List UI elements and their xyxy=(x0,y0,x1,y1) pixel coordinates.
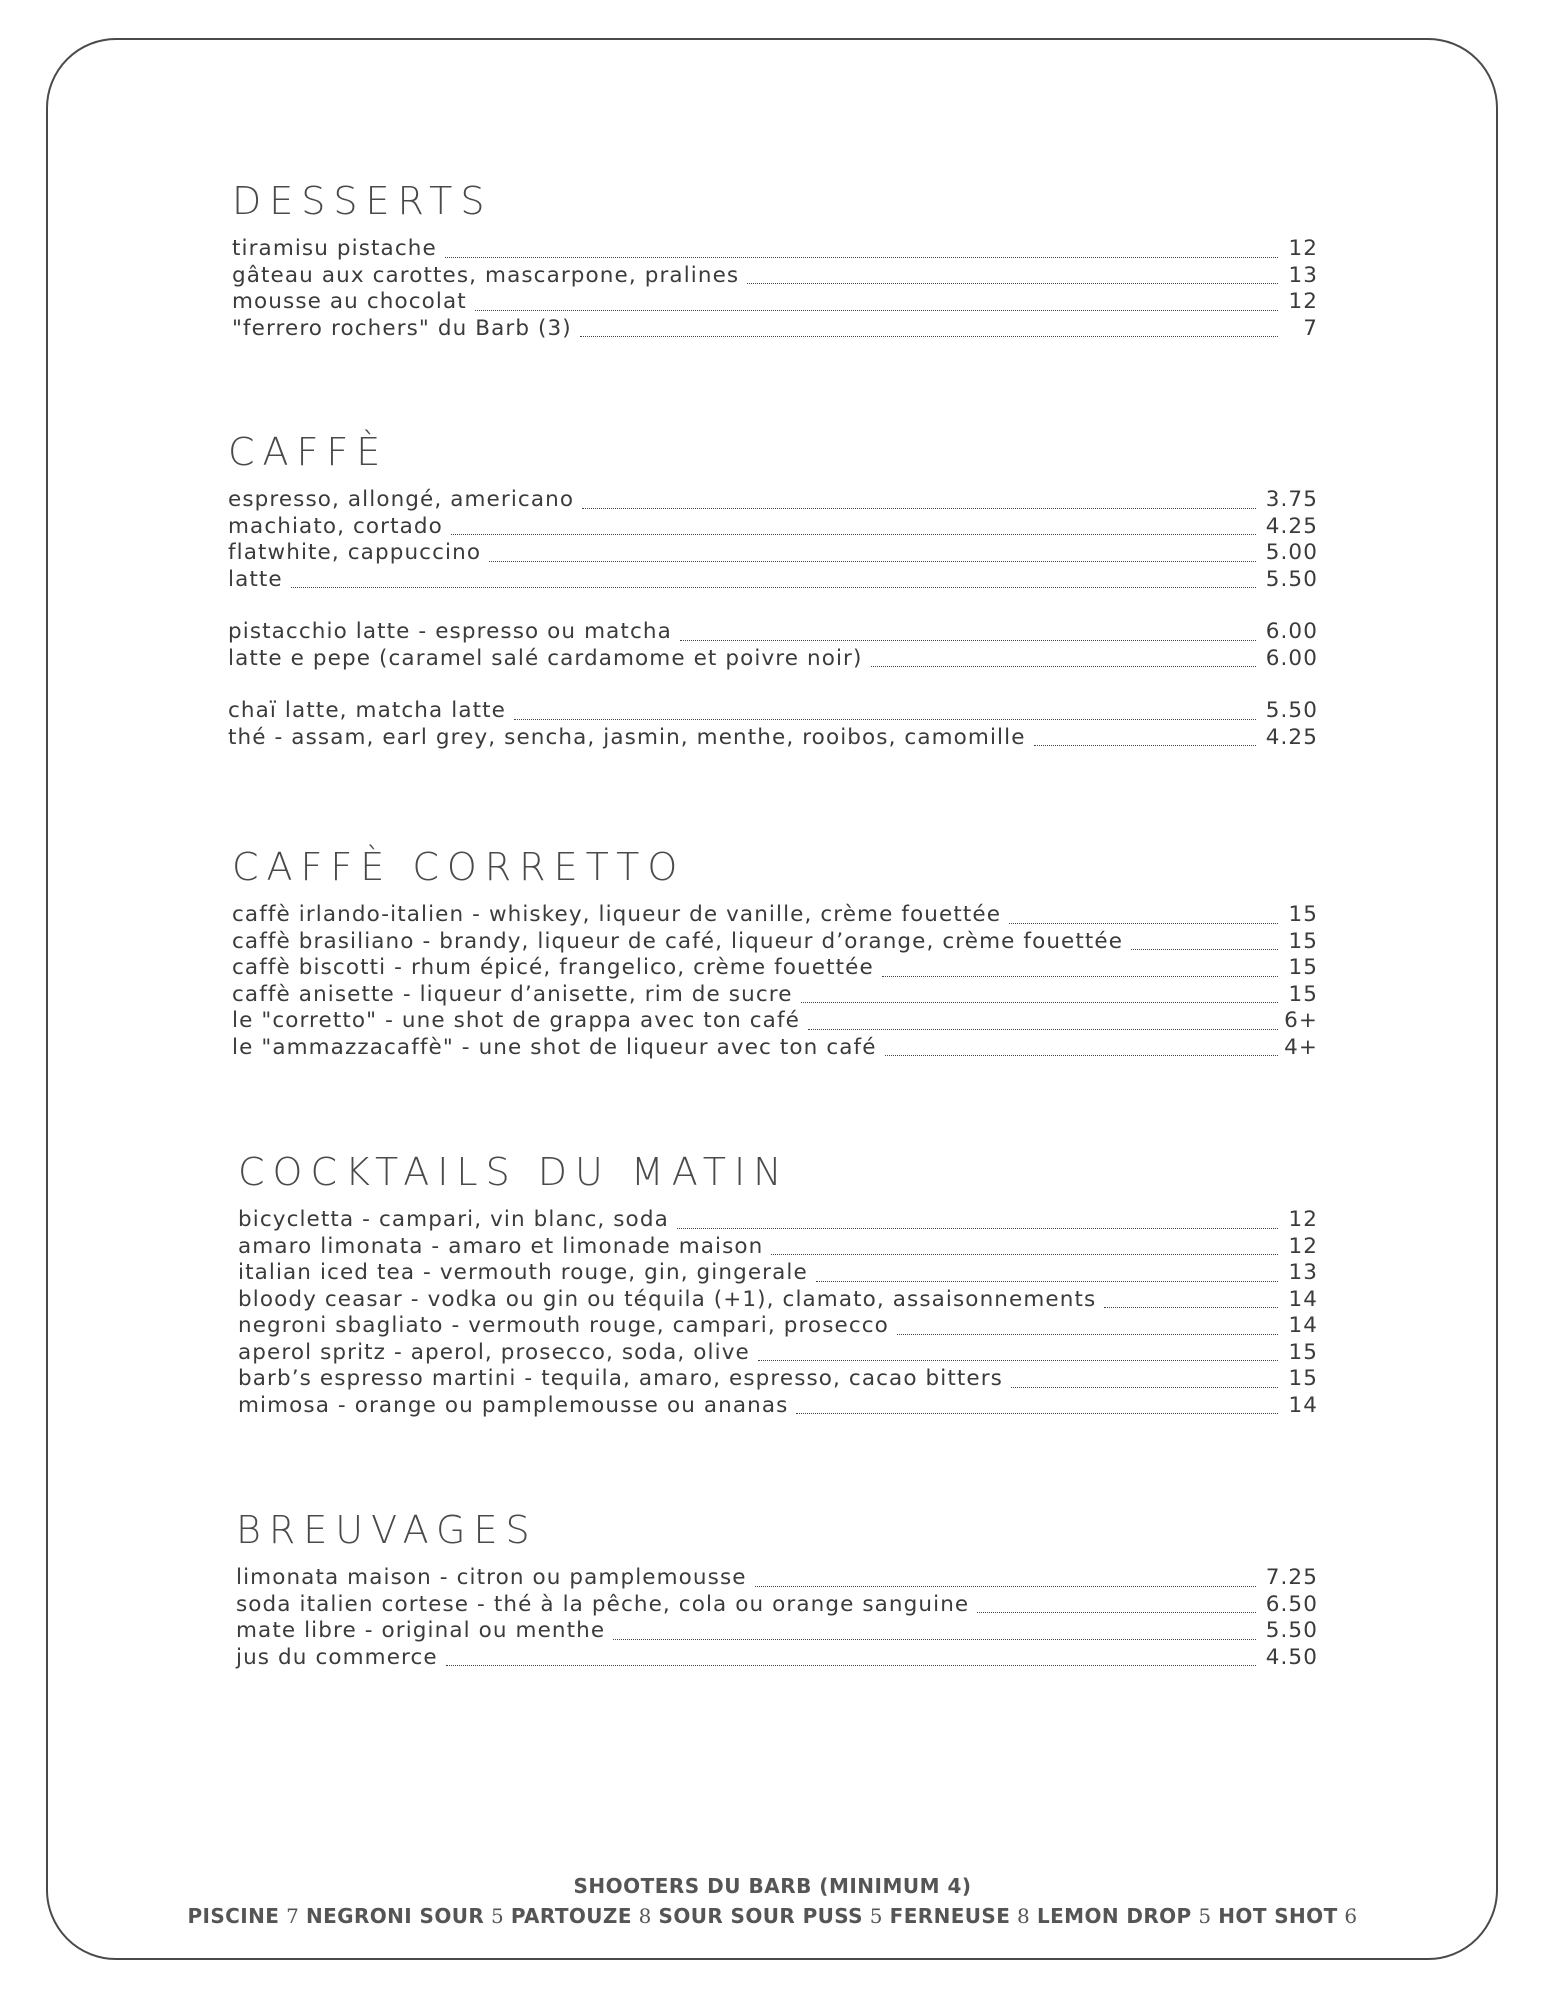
shooter-price: 5 xyxy=(490,1904,505,1928)
menu-item xyxy=(238,1207,1318,1234)
item-price: 13 xyxy=(1288,262,1318,288)
caffe-section xyxy=(228,430,1318,751)
dot-leader xyxy=(446,1665,1256,1666)
desserts-section xyxy=(232,179,1318,342)
dot-leader xyxy=(755,1586,1256,1587)
shooter-name: NEGRONI SOUR xyxy=(305,1904,485,1928)
item-name: "ferrero rochers" du Barb (3) xyxy=(232,315,572,341)
menu-item xyxy=(232,955,1318,982)
item-name: italian iced tea - vermouth rouge, gin, gingerale xyxy=(238,1260,808,1285)
item-price: 14 xyxy=(1288,1313,1318,1338)
item-name: aperol spritz - aperol, prosecco, soda, olive xyxy=(238,1339,750,1365)
item-name: le "ammazzacaffè" - une shot de liqueur avec ton café xyxy=(232,1034,877,1060)
dot-leader xyxy=(871,666,1257,667)
item-name: caffè biscotti - rhum épicé, frangelico, crème fouettée xyxy=(232,955,874,980)
shooter-price: 6 xyxy=(1344,1904,1358,1928)
dot-leader xyxy=(796,1413,1278,1414)
menu-item xyxy=(228,619,1318,646)
shooter-price: 8 xyxy=(638,1904,652,1928)
shooter-price: 7 xyxy=(286,1904,300,1928)
item-name: latte xyxy=(228,566,283,592)
item-price: 4.25 xyxy=(1265,513,1318,539)
item-name: barb’s espresso martini - tequila, amaro, espresso, cacao bitters xyxy=(238,1366,1003,1391)
dot-leader xyxy=(489,561,1256,562)
dot-leader xyxy=(1034,745,1256,746)
menu-item xyxy=(238,1287,1318,1314)
item-name: mimosa - orange ou pamplemousse ou ananas xyxy=(238,1392,789,1418)
dot-leader xyxy=(1011,1387,1278,1388)
desserts-list xyxy=(232,236,1318,342)
dot-leader xyxy=(451,534,1256,535)
item-name: chaï latte, matcha latte xyxy=(228,698,506,723)
shooters-title: SHOOTERS DU BARB (MINIMUM 4) xyxy=(573,1874,972,1898)
item-price: 7 xyxy=(1303,315,1318,341)
item-name: pistacchio latte - espresso ou matcha xyxy=(228,619,672,644)
dot-leader xyxy=(445,257,1278,258)
dot-leader xyxy=(291,587,1256,588)
dot-leader xyxy=(1131,949,1278,950)
item-price: 6.50 xyxy=(1265,1591,1318,1617)
menu-item xyxy=(228,540,1318,567)
item-price: 12 xyxy=(1288,1233,1318,1259)
menu-item xyxy=(236,1645,1318,1672)
menu-item xyxy=(238,1234,1318,1261)
item-price: 12 xyxy=(1288,236,1318,261)
dot-leader xyxy=(816,1281,1278,1282)
dot-leader xyxy=(677,1228,1278,1229)
item-price: 5.50 xyxy=(1265,566,1318,592)
item-price: 12 xyxy=(1288,289,1318,314)
dot-leader xyxy=(613,1639,1256,1640)
group-gap xyxy=(228,672,1318,698)
dot-leader xyxy=(1009,923,1278,924)
menu-item xyxy=(228,646,1318,673)
dot-leader xyxy=(747,283,1278,284)
dot-leader xyxy=(1104,1307,1278,1308)
item-price: 3.75 xyxy=(1265,487,1318,512)
dot-leader xyxy=(582,508,1256,509)
shooter-name: HOT SHOT xyxy=(1218,1904,1338,1928)
item-price: 4.50 xyxy=(1265,1644,1318,1670)
item-price: 5.00 xyxy=(1265,540,1318,565)
menu-item xyxy=(232,316,1318,343)
dot-leader xyxy=(514,719,1256,720)
item-price: 15 xyxy=(1288,1339,1318,1365)
menu-item xyxy=(236,1592,1318,1619)
item-name: mate libre - original ou menthe xyxy=(236,1618,606,1643)
item-name: thé - assam, earl grey, sencha, jasmin, menthe, rooibos, camomille xyxy=(228,724,1026,750)
item-price: 6+ xyxy=(1284,1008,1318,1033)
menu-item xyxy=(228,725,1318,752)
item-name: le "corretto" - une shot de grappa avec ton café xyxy=(232,1008,800,1033)
section-title-cocktails: COCKTAILS DU MATIN xyxy=(238,1150,790,1194)
menu-item xyxy=(238,1260,1318,1287)
section-title-corretto: CAFFÈ CORRETTO xyxy=(232,845,686,889)
menu-item xyxy=(238,1393,1318,1420)
item-name: negroni sbagliato - vermouth rouge, campari, prosecco xyxy=(238,1313,889,1338)
item-price: 12 xyxy=(1288,1207,1318,1232)
item-price: 5.50 xyxy=(1265,698,1318,723)
menu-item xyxy=(232,982,1318,1009)
menu-item xyxy=(238,1340,1318,1367)
item-name: limonata maison - citron ou pamplemousse xyxy=(236,1565,747,1590)
item-name: mousse au chocolat xyxy=(232,289,467,314)
shooter-name: PISCINE xyxy=(187,1904,280,1928)
item-name: amaro limonata - amaro et limonade maison xyxy=(238,1233,764,1259)
item-price: 15 xyxy=(1288,955,1318,980)
menu-item xyxy=(232,902,1318,929)
item-name: latte e pepe (caramel salé cardamome et poivre noir) xyxy=(228,645,863,671)
item-price: 4+ xyxy=(1284,1034,1318,1060)
shooter-name: SOUR SOUR PUSS xyxy=(658,1904,863,1928)
dot-leader xyxy=(977,1612,1256,1613)
item-name: bloody ceasar - vodka ou gin ou téquila (+1), clamato, assaisonnements xyxy=(238,1286,1097,1312)
item-price: 14 xyxy=(1288,1392,1318,1418)
menu-item xyxy=(232,263,1318,290)
item-price: 4.25 xyxy=(1265,724,1318,750)
item-price: 5.50 xyxy=(1265,1618,1318,1643)
menu-item xyxy=(236,1618,1318,1645)
shooter-price: 5 xyxy=(1198,1904,1212,1928)
dot-leader xyxy=(801,1002,1278,1003)
cocktails-list xyxy=(238,1207,1318,1419)
shooter-price: 5 xyxy=(869,1904,883,1928)
item-name: machiato, cortado xyxy=(228,513,443,539)
item-name: caffè anisette - liqueur d’anisette, rim de sucre xyxy=(232,981,793,1007)
dot-leader xyxy=(758,1360,1278,1361)
dot-leader xyxy=(475,310,1278,311)
item-price: 14 xyxy=(1288,1286,1318,1312)
item-name: soda italien cortese - thé à la pêche, cola ou orange sanguine xyxy=(236,1591,970,1617)
dot-leader xyxy=(771,1254,1278,1255)
menu-item xyxy=(228,698,1318,725)
menu-item xyxy=(232,289,1318,316)
item-price: 13 xyxy=(1288,1260,1318,1285)
shooters-footer xyxy=(0,1874,1545,1928)
dot-leader xyxy=(882,976,1278,977)
item-price: 7.25 xyxy=(1265,1565,1318,1590)
shooter-name: LEMON DROP xyxy=(1036,1904,1192,1928)
menu-item xyxy=(228,514,1318,541)
item-price: 15 xyxy=(1288,981,1318,1007)
shooter-name: PARTOUZE xyxy=(510,1904,632,1928)
item-price: 15 xyxy=(1288,1366,1318,1391)
item-price: 15 xyxy=(1288,928,1318,954)
item-name: caffè brasiliano - brandy, liqueur de café, liqueur d’orange, crème fouettée xyxy=(232,928,1124,954)
caffe-list xyxy=(228,487,1318,751)
menu-item xyxy=(228,487,1318,514)
group-gap xyxy=(228,593,1318,619)
item-name: caffè irlando-italien - whiskey, liqueur de vanille, crème fouettée xyxy=(232,902,1002,927)
breuvages-section xyxy=(236,1508,1318,1671)
item-name: jus du commerce xyxy=(236,1644,438,1670)
menu-item xyxy=(228,567,1318,594)
corretto-section xyxy=(232,845,1318,1061)
dot-leader xyxy=(885,1055,1278,1056)
menu-item xyxy=(238,1366,1318,1393)
menu-item xyxy=(238,1313,1318,1340)
item-name: tiramisu pistache xyxy=(232,236,437,261)
item-name: bicycletta - campari, vin blanc, soda xyxy=(238,1207,669,1232)
menu-item xyxy=(232,929,1318,956)
menu-item xyxy=(236,1565,1318,1592)
breuvages-list xyxy=(236,1565,1318,1671)
dot-leader xyxy=(897,1334,1278,1335)
corretto-list xyxy=(232,902,1318,1061)
item-name: espresso, allongé, americano xyxy=(228,487,575,512)
menu-item xyxy=(232,1035,1318,1062)
item-name: gâteau aux carottes, mascarpone, pralines xyxy=(232,262,740,288)
section-title-desserts: DESSERTS xyxy=(232,179,493,223)
section-title-breuvages: BREUVAGES xyxy=(236,1508,538,1552)
cocktails-section xyxy=(238,1150,1318,1419)
shooter-name: FERNEUSE xyxy=(889,1904,1011,1928)
dot-leader xyxy=(808,1029,1278,1030)
item-price: 15 xyxy=(1288,902,1318,927)
section-title-caffe: CAFFÈ xyxy=(228,430,389,474)
item-price: 6.00 xyxy=(1265,645,1318,671)
item-price: 6.00 xyxy=(1265,619,1318,644)
menu-item xyxy=(232,1008,1318,1035)
dot-leader xyxy=(580,336,1278,337)
item-name: flatwhite, cappuccino xyxy=(228,540,482,565)
menu-item xyxy=(232,236,1318,263)
shooter-price: 8 xyxy=(1017,1904,1031,1928)
dot-leader xyxy=(680,640,1256,641)
shooters-list xyxy=(0,1904,1545,1928)
